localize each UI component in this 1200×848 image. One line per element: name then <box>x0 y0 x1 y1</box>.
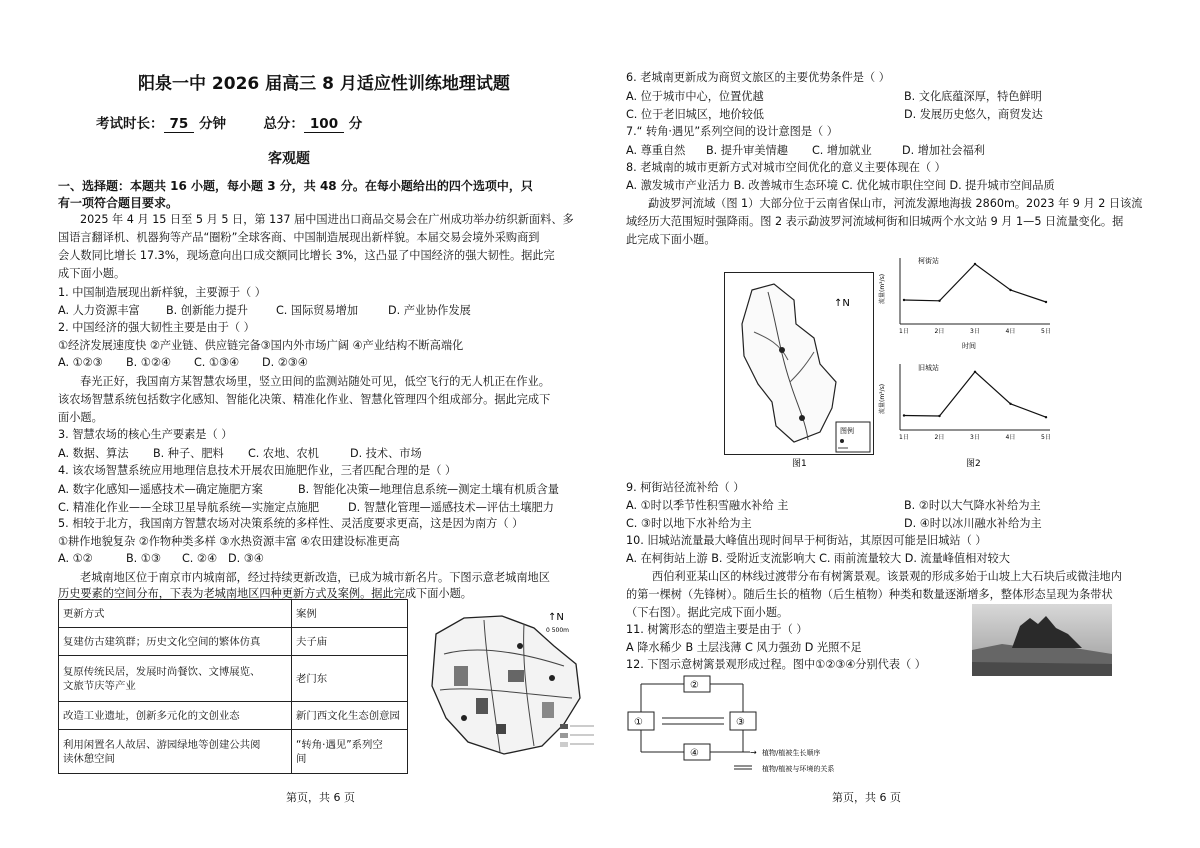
data-point <box>974 263 976 265</box>
node-1: ① <box>634 717 643 728</box>
question-9: 9. 柯街站径流补给（ ） <box>626 481 745 494</box>
x-tick-label: 4日 <box>1005 328 1016 335</box>
q1-option-c[interactable]: C. 国际贸易增加 <box>276 304 359 317</box>
question-2: 2. 中国经济的强大韧性主要是由于（ ） <box>58 321 255 334</box>
data-point <box>1009 289 1011 291</box>
q3-option-b[interactable]: B. 种子、肥料 <box>153 447 224 460</box>
q7-option-a[interactable]: A. 尊重自然 <box>626 144 686 157</box>
instruction-line-2: 有一项符合题目要求。 <box>58 196 179 210</box>
q6-option-b[interactable]: B. 文化底蕴深厚，特色鲜明 <box>904 90 1042 103</box>
question-10: 10. 旧城站流量最大峰值出现时间早于柯街站，其原因可能是旧城站（ ） <box>626 534 987 547</box>
q5-option-d[interactable]: D. ③④ <box>228 552 264 565</box>
q5-option-b[interactable]: B. ①③ <box>126 552 161 565</box>
q4-option-b[interactable]: B. 智能化决策—地理信息系统—测定土壤有机质含量 <box>298 483 559 496</box>
chart-xlabel: 时间 <box>962 342 976 350</box>
question-4: 4. 该农场智慧系统应用地理信息技术开展农田施肥作业，三者匹配合理的是（ ） <box>58 464 457 477</box>
q2-option-c[interactable]: C. ①③④ <box>194 356 240 369</box>
x-tick-label: 2日 <box>934 328 945 335</box>
q9-option-d[interactable]: D. ④时以冰川融水补给为主 <box>904 517 1042 530</box>
passage-1-line: 成下面小题。 <box>58 267 126 280</box>
instruction-line-1: 一、选择题：本题共 16 小题，每小题 3 分，共 48 分。在每小题给出的四个选项中，只 <box>58 179 533 193</box>
q8-options[interactable]: A. 激发城市产业活力 B. 改善城市生态环境 C. 优化城市职住空间 D. 提升城市空间品质 <box>626 179 1055 192</box>
exam-meta <box>96 116 362 133</box>
x-tick-label: 3日 <box>970 434 980 441</box>
q9-option-a[interactable]: A. ①时以季节性积雪融水补给 主 <box>626 499 789 512</box>
table-row <box>59 730 408 774</box>
question-1: 1. 中国制造展现出新样貌，主要源于（ ） <box>58 286 266 299</box>
x-tick-label: 4日 <box>1005 434 1016 441</box>
passage-5-line: （下右图）。据此完成下面小题。 <box>626 606 789 619</box>
table-row <box>59 656 408 702</box>
data-point <box>938 300 940 302</box>
table-cell: “转角·遇见”系列空 间 <box>292 730 408 774</box>
left-page <box>58 0 598 848</box>
score-unit: 分 <box>348 116 363 132</box>
table-row <box>59 628 408 656</box>
x-tick-label: 3日 <box>970 328 980 335</box>
q1-option-a[interactable]: A. 人力资源丰富 <box>58 304 140 317</box>
table-row <box>59 702 408 730</box>
node-4: ④ <box>690 748 699 759</box>
x-tick-label: 5日 <box>1041 434 1051 441</box>
question-5: 5. 相较于北方，我国南方智慧农场对决策系统的多样性、灵活度要求更高，这是因为南方（ ） <box>58 517 524 530</box>
q7-option-b[interactable]: B. 提升审美情趣 <box>706 144 788 157</box>
passage-5-line: 西伯利亚某山区的林线过渡带分布有树篱景观。该景观的形成多始于山坡上大石块后或微洼地内 <box>652 570 1122 583</box>
renewal-table <box>58 599 408 774</box>
table-header: 更新方式 <box>59 600 292 628</box>
chart-kejie <box>878 256 1051 350</box>
q2-option-b[interactable]: B. ①②④ <box>126 356 171 369</box>
legend-arrow-single: → <box>750 748 757 757</box>
question-3: 3. 智慧农场的核心生产要素是（ ） <box>58 428 233 441</box>
q2-items: ①经济发展速度快 ②产业链、供应链完备③国内外市场广阔 ④产业结构不断高端化 <box>58 339 464 352</box>
section-title: 客观题 <box>268 151 310 167</box>
table-cell: 复原传统民居，发展时尚餐饮、文博展览、 文旅节庆等产业 <box>59 656 292 702</box>
q6-option-c[interactable]: C. 位于老旧城区，地价较低 <box>626 108 764 121</box>
node-2: ② <box>690 680 699 691</box>
chart-ylabel: 流量(m³/s) <box>879 273 886 304</box>
q5-option-a[interactable]: A. ①② <box>58 552 93 565</box>
q4-option-c[interactable]: C. 精准化作业——全球卫星导航系统—实施定点施肥 <box>58 501 320 514</box>
old-city-map <box>424 606 598 758</box>
chart-jiucheng <box>878 363 1051 469</box>
q2-option-d[interactable]: D. ②③④ <box>262 356 308 369</box>
table-cell: 改造工业遗址，创新多元化的文创业态 <box>59 702 292 730</box>
chart-title: 柯街站 <box>918 257 939 265</box>
q1-option-b[interactable]: B. 创新能力提升 <box>166 304 248 317</box>
passage-2-line: 该农场智慧系统包括数字化感知、智能化决策、精准化作业、智慧化管理四个组成部分。据此完成下 <box>58 393 551 406</box>
hedge-formation-diagram <box>626 672 876 780</box>
series-line <box>904 372 1046 417</box>
data-point <box>903 414 905 416</box>
passage-3-line: 历史要素的空间分布，下表为老城南地区四种更新方式及案例。据此完成下面小题。 <box>58 587 472 600</box>
time-unit: 分钟 <box>199 116 226 132</box>
x-tick-label: 1日 <box>899 434 909 441</box>
exam-title: 阳泉一中 2026 届高三 8 月适应性训练地理试题 <box>138 74 510 94</box>
node-3: ③ <box>736 717 745 728</box>
map-north-arrow: ↑N <box>548 612 564 623</box>
passage-1-line: 2025 年 4 月 15 日至 5 月 5 日，第 137 届中国进出口商品交易会在广州成功举办纺织新面料、多 <box>80 213 574 226</box>
fig1-caption: 图1 <box>792 459 807 469</box>
q10-options[interactable]: A. 在柯街站上游 B. 受附近支流影响大 C. 雨前流量较大 D. 流量峰值相对较大 <box>626 552 1010 565</box>
q5-option-c[interactable]: C. ②④ <box>182 552 217 565</box>
q2-option-a[interactable]: A. ①②③ <box>58 356 103 369</box>
data-point <box>1045 301 1047 303</box>
question-8: 8. 老城南的城市更新方式对城市空间优化的意义主要体现在（ ） <box>626 161 946 174</box>
data-point <box>1009 403 1011 405</box>
fig2-caption: 图2 <box>966 459 981 469</box>
diagram-legend-1: 植物/植被生长顺序 <box>762 749 821 757</box>
data-point <box>1045 416 1047 418</box>
passage-2-line: 面小题。 <box>58 411 103 424</box>
passage-2-line: 春光正好，我国南方某智慧农场里，竖立田间的监测站随处可见，低空飞行的无人机正在作业。 <box>80 375 550 388</box>
q3-option-d[interactable]: D. 技术、市场 <box>350 447 422 460</box>
question-12: 12. 下图示意树篱景观形成过程。图中①②③④分别代表（ ） <box>626 658 926 671</box>
q9-option-c[interactable]: C. ③时以地下水补给为主 <box>626 517 752 530</box>
score-label: 总分： <box>263 116 304 132</box>
table-cell: 老门东 <box>292 656 408 702</box>
q9-option-b[interactable]: B. ②时以大气降水补给为主 <box>904 499 1041 512</box>
x-tick-label: 1日 <box>899 328 909 335</box>
table-cell: 夫子庙 <box>292 628 408 656</box>
q3-option-c[interactable]: C. 农地、农机 <box>248 447 319 460</box>
passage-1-line: 会人数同比增长 17.3%，现场意向出口成交额同比增长 3%，这凸显了中国经济的强大韧性。据此完 <box>58 249 555 262</box>
q5-items: ①耕作地貌复杂 ②作物种类多样 ③水热资源丰富 ④农田建设标准更高 <box>58 535 400 548</box>
question-7: 7.“ 转角·遇见”系列空间的设计意图是（ ） <box>626 125 838 138</box>
right-page <box>626 0 1166 848</box>
tree-hedge-photo <box>972 604 1112 676</box>
q1-option-d[interactable]: D. 产业协作发展 <box>388 304 471 317</box>
series-line <box>904 264 1046 302</box>
table-cell: 新门西文化生态创意园 <box>292 702 408 730</box>
passage-4-line: 此完成下面小题。 <box>626 233 716 246</box>
time-label: 考试时长： <box>96 116 164 132</box>
table-header: 案例 <box>292 600 408 628</box>
chart-title: 旧城站 <box>918 364 939 372</box>
fig1-legend-title: 图例 <box>840 427 854 435</box>
q6-option-d[interactable]: D. 发展历史悠久，商贸发达 <box>904 108 1043 121</box>
q7-option-c[interactable]: C. 增加就业 <box>812 144 872 157</box>
question-6: 6. 老城南更新成为商贸文旅区的主要优势条件是（ ） <box>626 71 890 84</box>
data-point <box>974 371 976 373</box>
passage-5-line: 的第一棵树（先锋树）。随后生长的植物（后生植物）种类和数量逐渐增多，整体形态呈现为条带状 <box>626 588 1113 601</box>
passage-4-line: 勐波罗河流域（图 1）大部分位于云南省保山市，河流发源地海拔 2860m。2023 年 9 月 2 日该流 <box>648 197 1143 210</box>
x-tick-label: 5日 <box>1041 328 1051 335</box>
basin-map-figure-1 <box>724 272 874 470</box>
score-value: 100 <box>304 116 344 133</box>
q4-option-a[interactable]: A. 数字化感知—遥感技术—确定施肥方案 <box>58 483 263 496</box>
table-cell: 复建仿古建筑群；历史文化空间的繁体仿真 <box>59 628 292 656</box>
time-value: 75 <box>164 116 195 133</box>
page-footer: 第页，共 6 页 <box>832 791 901 804</box>
diagram-legend-2: 植物/植被与环境的关系 <box>762 765 835 773</box>
passage-1-line: 国语言翻译机、机器狗等产品“圈粉”全球客商、中国制造展现出新样貌。本届交易会境外采购商到 <box>58 231 540 244</box>
table-cell: 利用闲置名人故居、游园绿地等创建公共阅 读休憩空间 <box>59 730 292 774</box>
passage-4-line: 域经历大范围短时强降雨。图 2 表示勐波罗河流域柯街和旧城两个水文站 9 月 1—5 日流量变化。据 <box>626 215 1124 228</box>
question-11: 11. 树篱形态的塑造主要是由于（ ） <box>626 623 808 636</box>
page-footer: 第页，共 6 页 <box>286 791 355 804</box>
q4-option-d[interactable]: D. 智慧化管理—遥感技术—评估土壤肥力 <box>348 501 554 514</box>
q3-option-a[interactable]: A. 数据、算法 <box>58 447 129 460</box>
map-scale-bar: 0 500m <box>546 627 570 634</box>
chart-ylabel: 流量(m³/s) <box>879 383 886 414</box>
passage-3-line: 老城南地区位于南京市内城南部，经过持续更新改造，已成为城市新名片。下图示意老城南地区 <box>80 571 550 584</box>
data-point <box>903 299 905 301</box>
x-tick-label: 2日 <box>934 434 945 441</box>
discharge-charts-figure-2 <box>878 252 1058 470</box>
q7-option-d[interactable]: D. 增加社会福利 <box>902 144 985 157</box>
data-point <box>938 415 940 417</box>
fig1-north-arrow: ↑N <box>834 298 850 309</box>
q11-options[interactable]: A 降水稀少 B 土层浅薄 C 风力强劲 D 光照不足 <box>626 641 862 654</box>
q6-option-a[interactable]: A. 位于城市中心，位置优越 <box>626 90 764 103</box>
